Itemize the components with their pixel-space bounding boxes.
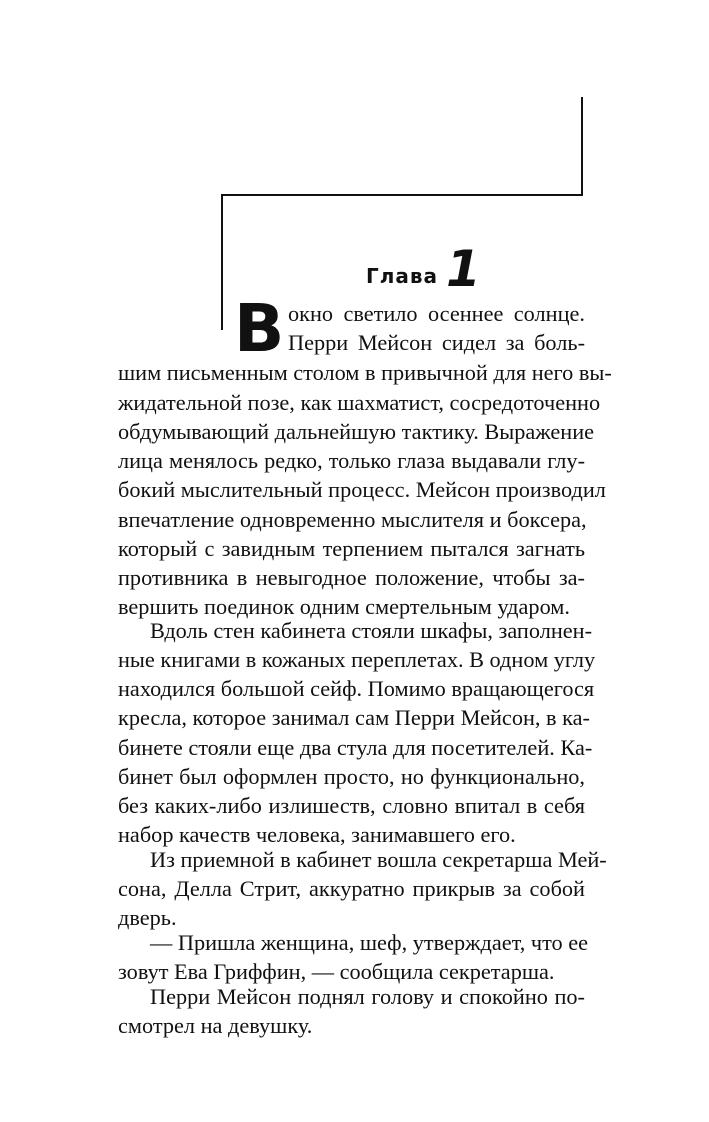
text-line: без каких-либо излишеств, словно впитал в себя [118, 793, 585, 818]
drop-cap: В [234, 290, 285, 367]
text-line: бинете стояли еще два стула для посетителей. Ка- [118, 735, 593, 760]
frame-line-top [221, 194, 583, 196]
frame-line-right [581, 97, 583, 195]
text-line: лица менялось редко, только глаза выдавали глу- [118, 448, 585, 473]
text-line: шим письменным столом в привычной для него вы- [118, 360, 612, 385]
text-line: сона, Делла Стрит, аккуратно прикрыв за собой [118, 876, 585, 901]
text-line: впечатление одновременно мыслителя и боксера, [118, 507, 587, 532]
chapter-word: Глава [366, 264, 439, 288]
text-line: жидательной позе, как шахматист, сосредоточенно [118, 390, 601, 415]
text-line: ные книгами в кожаных переплетах. В одном углу [118, 647, 596, 672]
text-line: бинет был оформлен просто, но функционально, [118, 764, 585, 789]
text-line: противника в невыгодное положение, чтобы за- [118, 565, 585, 590]
text-line: окно светило осеннее солнце. [288, 301, 585, 326]
text-line: находился большой сейф. Помимо вращающегося [118, 676, 595, 701]
chapter-number: 1 [446, 240, 481, 298]
text-line: зовут Ева Гриффин, — сообщила секретарша. [118, 959, 555, 984]
text-line: дверь. [118, 905, 177, 930]
text-line: вершить поединок одним смертельным ударом. [118, 594, 570, 619]
text-line: — Пришла женщина, шеф, утверждает, что ее [150, 930, 589, 955]
frame-line-left [221, 194, 223, 330]
text-line: Вдоль стен кабинета стояли шкафы, заполнен- [150, 618, 593, 643]
text-line: бокий мыслительный процесс. Мейсон производил [118, 477, 606, 502]
text-line: смотрел на девушку. [118, 1013, 313, 1038]
text-line: Из приемной в кабинет вошла секретарша Мей- [150, 847, 607, 872]
text-line: Перри Мейсон сидел за боль- [288, 330, 585, 355]
text-line: обдумывающий дальнейшую тактику. Выражение [118, 419, 595, 444]
text-line: который с завидным терпением пытался загнать [118, 536, 585, 561]
text-line: кресла, которое занимал сам Перри Мейсон, в ка- [118, 705, 590, 730]
text-line: Перри Мейсон поднял голову и спокойно по- [150, 984, 585, 1009]
chapter-heading [366, 240, 481, 298]
text-line: набор качеств человека, занимавшего его. [118, 822, 516, 847]
